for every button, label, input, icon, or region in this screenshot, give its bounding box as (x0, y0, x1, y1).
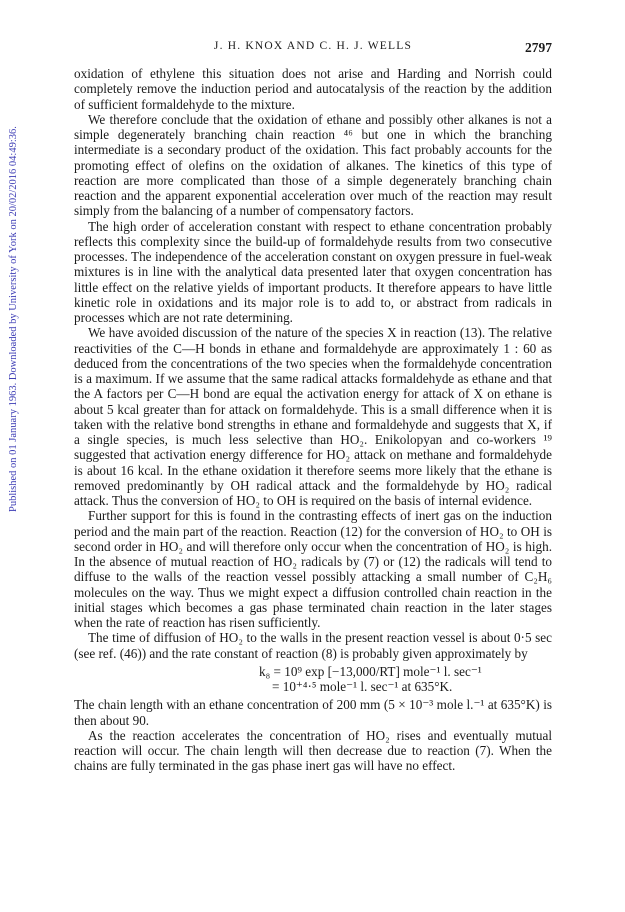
paragraph-7: The chain length with an ethane concentration of 200 mm (5 × 10⁻³ mole l.⁻¹ at 635°K) is then about 90. (74, 697, 552, 728)
equation-line-2: = 10⁺⁴·⁵ mole⁻¹ l. sec⁻¹ at 635°K. (272, 679, 453, 694)
paragraph-2: We therefore conclude that the oxidation of ethane and possibly other alkanes is not a simple degenerately branching chain reaction ⁴⁶ but one in which the branching intermediate is a secondary product of the oxidation. This fact probably accounts for the promoting effect of olefins on the oxidation of alkanes. The kinetics of this type of reaction are more complicated than those of a simple degenerately branching chain reaction and the apparent exponential acceleration over much of the reaction may result simply from the balancing of a number of compensatory factors. (74, 111, 552, 219)
paragraph-4: We have avoided discussion of the nature of the species X in reaction (13). The relative reactivities of the C—H bonds in ethane and formaldehyde are approximately 1 : 60 as deduced from the concentrations of the two species when the formaldehyde concentration is a maximum. If we assume that the same radical attacks formaldehyde as ethane and that the A factors per C—H bond are equal the activation energy for attack of X on ethane is about 5 kcal greater than for attack on formaldehyde. This is a small difference when it is taken with the relative bond strengths in ethane and formaldehyde and suggests that X, if a single species, is much less selective than HO₂. Enikolopyan and co-workers ¹⁹ suggested that activation energy difference for HO₂ attack on methane and formaldehyde is about 16 kcal. In the ethane oxidation it therefore seems more likely that the ethane is removed predominantly by OH radical attack and the formaldehyde by HO₂ radical attack. Thus the conversion of HO₂ to OH is required on the basis of internal evidence. (74, 325, 552, 508)
rate-constant-equation (74, 664, 552, 695)
download-watermark: Published on 01 January 1963. Downloaded by University of York on 20/02/2016 04:49:36. (8, 126, 19, 512)
paragraph-3: The high order of acceleration constant with respect to ethane concentration probably reflects this complexity since the build-up of formaldehyde results from two consecutive processes. The independence of the acceleration constant on oxygen pressure in fuel-weak mixtures is in line with the analytical data presented later that oxygen concentration has little effect on the relative yields of important products. It therefore appears to have little kinetic role in oxidations and its major role is to add to, or abstract from radicals in processes which are not rate determining. (74, 218, 552, 325)
paragraph-6: The time of diffusion of HO₂ to the walls in the present reaction vessel is about 0·5 sec (see ref. (46)) and the rate constant of reaction (8) is probably given approximately by (74, 630, 552, 661)
page-number: 2797 (525, 40, 552, 55)
paragraph-1: oxidation of ethylene this situation does not arise and Harding and Norrish could completely remove the induction period and autocatalysis of the reaction by the addition of sufficient formaldehyde to the mixture. (74, 66, 552, 112)
paragraph-8: As the reaction accelerates the concentration of HO₂ rises and eventually mutual reaction will occur. The chain length will then decrease due to reaction (7). When the chains are fully terminated in the gas phase inert gas will have no effect. (74, 727, 552, 774)
running-header-authors: J. H. KNOX AND C. H. J. WELLS (213, 40, 413, 52)
running-header (74, 40, 552, 58)
article-body (74, 66, 552, 774)
equation-line-1: k₈ = 10⁹ exp [−13,000/RT] mole⁻¹ l. sec⁻¹ (259, 663, 482, 679)
paragraph-5: Further support for this is found in the contrasting effects of inert gas on the induction period and the main part of the reaction. Reaction (12) for the conversion of HO₂ to OH is second order in HO₂ and will therefore only occur when the concentration of HO₂ is high. In the absence of mutual reaction of HO₂ radicals by (7) or (12) the radicals will tend to diffuse to the walls of the reaction vessel possibly attacking a small number of C₂H₆ molecules on the way. Thus we might expect a diffusion controlled chain reaction in the initial stages which becomes a gas phase terminated chain reaction in the later stages when the rate of reaction has risen sufficiently. (74, 508, 552, 630)
